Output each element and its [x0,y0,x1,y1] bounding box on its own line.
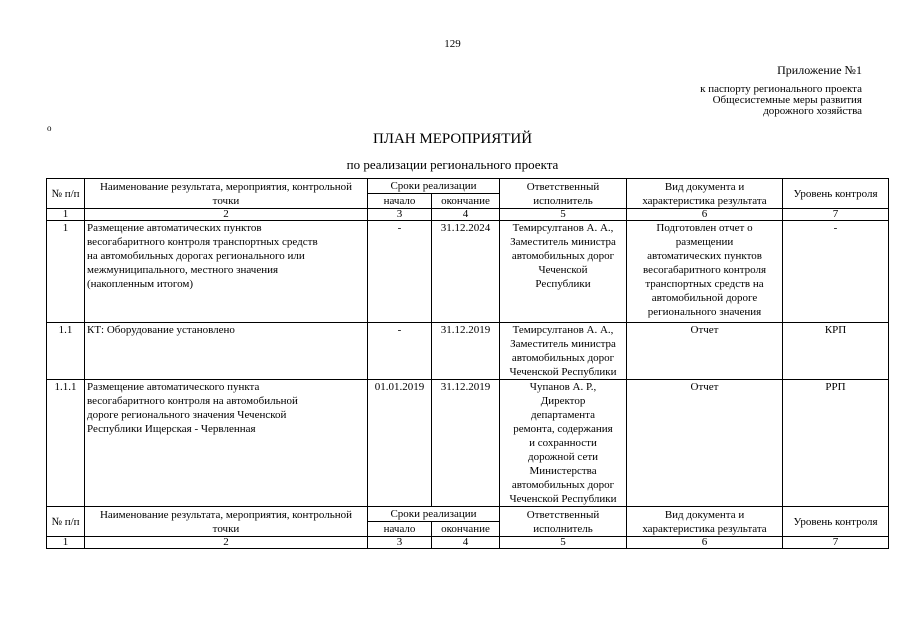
header-level: Уровень контроля [783,507,889,537]
table-header-row-repeat [47,507,889,522]
row-num: 1.1 [47,323,85,380]
plan-title: ПЛАН МЕРОПРИЯТИЙ [372,131,533,147]
col-number: 4 [432,537,500,549]
row-level: - [783,221,889,323]
table-header-row [47,179,889,194]
table-row [47,323,889,380]
row-num: 1.1.1 [47,380,85,507]
header-end: окончание [432,522,500,537]
row-start: - [368,221,432,323]
header-name: Наименование результата, мероприятия, контрольной точки [85,179,368,209]
plan-table [46,178,889,549]
row-end: 31.12.2019 [432,323,500,380]
header-doc: Вид документа и характеристика результата [627,179,783,209]
col-number: 4 [432,209,500,221]
table-row [47,221,889,323]
row-doc: Отчет [627,323,783,380]
header-level: Уровень контроля [783,179,889,209]
table-row [47,380,889,507]
col-number: 6 [627,209,783,221]
header-responsible: Ответственный исполнитель [500,507,627,537]
row-start: - [368,323,432,380]
page-number: 129 [444,38,461,50]
row-name: КТ: Оборудование установлено [85,323,368,380]
header-end: окончание [432,194,500,209]
row-level: РРП [783,380,889,507]
col-number: 2 [85,537,368,549]
stray-mark: o [47,123,52,133]
col-number: 7 [783,209,889,221]
row-doc: Отчет [627,380,783,507]
row-end: 31.12.2024 [432,221,500,323]
col-number: 5 [500,537,627,549]
row-end: 31.12.2019 [432,380,500,507]
header-start: начало [368,194,432,209]
header-start: начало [368,522,432,537]
col-number: 7 [783,537,889,549]
plan-subtitle: по реализации регионального проекта [346,157,559,172]
row-responsible: Темирсултанов А. А., Заместитель министра автомобильных дорог Чеченской Республики [500,323,627,380]
row-responsible: Чупанов А. Р., Директор департамента ремонта, содержания и сохранности дорожной сети Министерства автомобильных дорог Чеченской Республики [500,380,627,507]
appendix-title: Приложение №1 [777,63,862,77]
appendix-caption [700,84,862,117]
row-start: 01.01.2019 [368,380,432,507]
row-name: Размещение автоматических пунктов весогабаритного контроля транспортных средств на автомобильных дорогах регионального или межмуниципального, местного значения (накопленным итогом) [85,221,368,323]
header-responsible: Ответственный исполнитель [500,179,627,209]
header-dates: Сроки реализации [368,179,500,194]
header-name: Наименование результата, мероприятия, контрольной точки [85,507,368,537]
header-num: № п/п [47,507,85,537]
col-number: 3 [368,537,432,549]
col-number: 6 [627,537,783,549]
appendix-line: дорожного хозяйства [763,105,862,117]
row-name: Размещение автоматического пункта весогабаритного контроля на автомобильной дороге регионального значения Чеченской Республики Ищерская - Червленная [85,380,368,507]
header-dates: Сроки реализации [368,507,500,522]
col-number: 5 [500,209,627,221]
row-responsible: Темирсултанов А. А., Заместитель министра автомобильных дорог Чеченской Республики [500,221,627,323]
row-num: 1 [47,221,85,323]
row-doc: Подготовлен отчет о размещении автоматических пунктов весогабаритного контроля транспортных средств на автомобильной дороге регионального значения [627,221,783,323]
row-level: КРП [783,323,889,380]
column-number-row [47,209,889,221]
appendix-line: к паспорту регионального проекта [700,83,862,95]
col-number: 2 [85,209,368,221]
column-number-row-repeat [47,537,889,549]
col-number: 3 [368,209,432,221]
col-number: 1 [47,209,85,221]
header-doc: Вид документа и характеристика результата [627,507,783,537]
header-num: № п/п [47,179,85,209]
col-number: 1 [47,537,85,549]
appendix-line: Общесистемные меры развития [712,94,862,106]
